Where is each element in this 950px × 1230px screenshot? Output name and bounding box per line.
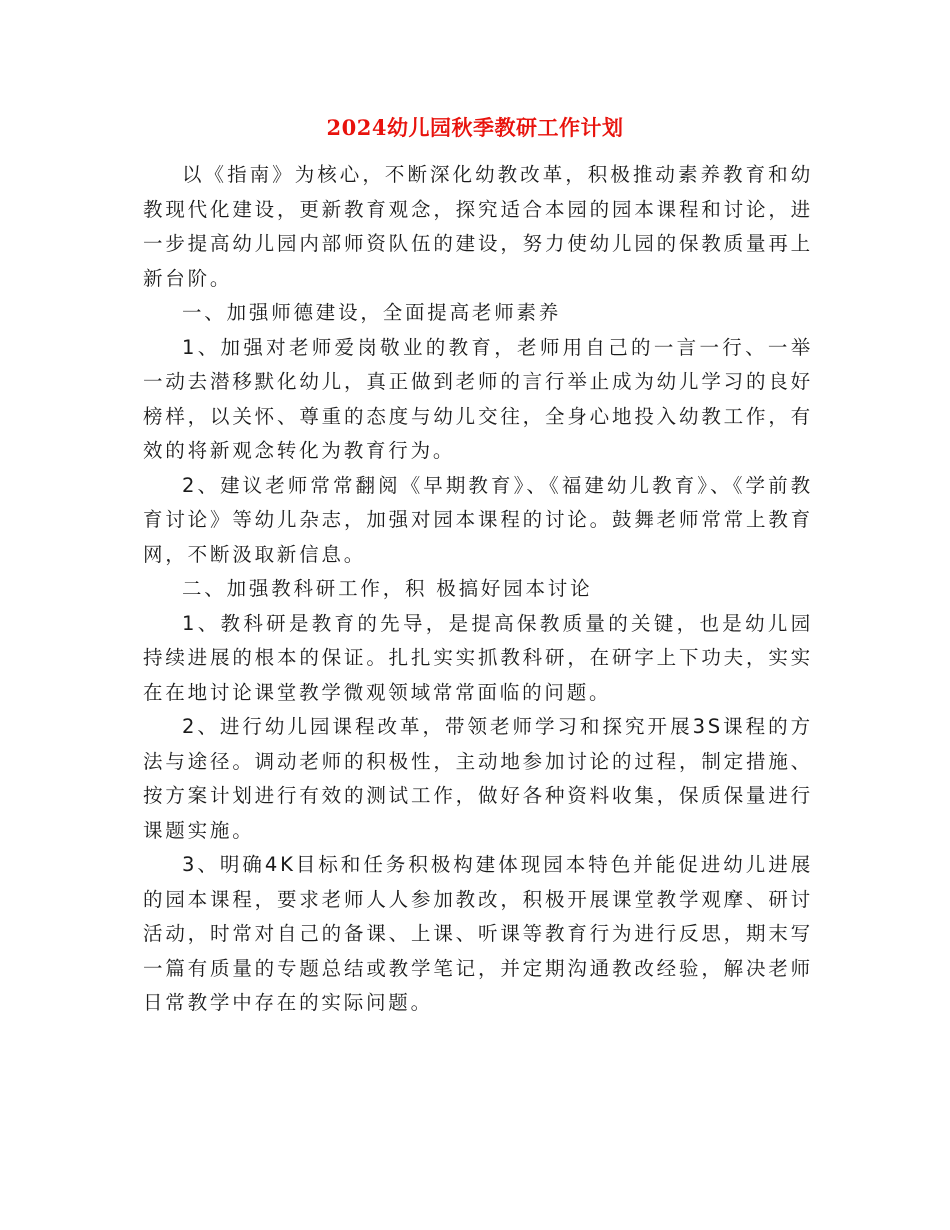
section-2-item-1: 1、教科研是教育的先导，是提高保教质量的关键，也是幼儿园持续进展的根本的保证。扎扎实实抓教科研，在研字上下功夫，实实在在地讨论课堂教学微观领域常常面临的问题。 — [143, 611, 813, 704]
section-heading-2: 二、加强教科研工作，积 极搞好园本讨论 — [182, 577, 593, 600]
intro-paragraph: 以《指南》为核心，不断深化幼教改革，积极推动素养教育和幼教现代化建设，更新教育观念，探究适合本园的园本课程和讨论，进一步提高幼儿园内部师资队伍的建设，努力使幼儿园的保教质量再上新台阶。 — [143, 163, 813, 290]
document-body — [143, 158, 813, 1021]
section-2-item-3: 3、明确4K目标和任务积极构建体现园本特色并能促进幼儿进展的园本课程，要求老师人人参加教改，积极开展课堂教学观摩、研讨活动，时常对自己的备课、上课、听课等教育行为进行反思，期末写一篇有质量的专题总结或教学笔记，并定期沟通教改经验，解决老师日常教学中存在的实际问题。 — [143, 853, 813, 1014]
section-1-item-1: 1、加强对老师爱岗敬业的教育，老师用自己的一言一行、一举一动去潜移默化幼儿，真正做到老师的言行举止成为幼儿学习的良好榜样，以关怀、尊重的态度与幼儿交往，全身心地投入幼教工作，有效的将新观念转化为教育行为。 — [143, 335, 813, 462]
section-2-item-2: 2、进行幼儿园课程改革，带领老师学习和探究开展3S课程的方法与途径。调动老师的积极性，主动地参加讨论的过程，制定措施、按方案计划进行有效的测试工作，做好各种资料收集，保质保量进行课题实施。 — [143, 715, 813, 842]
section-1-item-2: 2、建议老师常常翻阅《早期教育》、《福建幼儿教育》、《学前教育讨论》等幼儿杂志，加强对园本课程的讨论。鼓舞老师常常上教育网，不断汲取新信息。 — [143, 473, 813, 566]
section-heading-1: 一、加强师德建设，全面提高老师素养 — [182, 301, 562, 324]
document-title: 2024幼儿园秋季教研工作计划 — [326, 115, 624, 140]
